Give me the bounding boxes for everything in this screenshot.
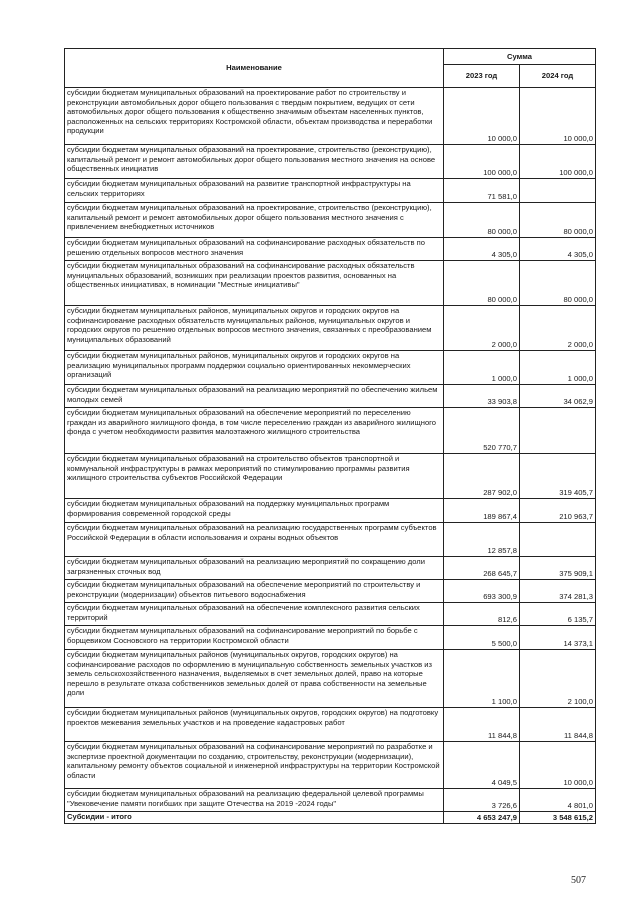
row-value-2023: 100 000,0 [444, 145, 520, 179]
row-value-2024: 6 135,7 [520, 603, 596, 626]
table-row [65, 650, 596, 708]
row-name: субсидии бюджетам муниципальных образований на реализацию федеральной целевой программы "Увековечение памяти погибших при защите Отечества на 2019 -2024 годы" [65, 789, 444, 812]
row-name: субсидии бюджетам муниципальных образований на реализацию мероприятий по сокращению доли загрязненных сточных вод [65, 557, 444, 580]
total-value-2024: 3 548 615,2 [520, 812, 596, 824]
table-row [65, 408, 596, 454]
table-row [65, 238, 596, 261]
row-value-2023: 1 000,0 [444, 351, 520, 385]
row-name: субсидии бюджетам муниципальных образований на софинансирование мероприятий по разработке и экспертизе проектной документации по созданию, строительству, реконструкции (модернизации), капитальному ремонту объектов социальной и инженерной инфраструктуры на территории Костромской области [65, 742, 444, 789]
table-row [65, 742, 596, 789]
table-row [65, 708, 596, 742]
table-row [65, 557, 596, 580]
row-name: субсидии бюджетам муниципальных образований на проектирование работ по строительству и реконструкции автомобильных дорог общего пользования с твердым покрытием, ведущих от сети автомобильных дорог общего пользования к общественно значимым объектам населенных пунктов, расположенных на сельских территориях Костромской области, объектам производства и переработки продукции [65, 88, 444, 145]
table-row [65, 179, 596, 203]
row-value-2023: 11 844,8 [444, 708, 520, 742]
row-name: субсидии бюджетам муниципальных образований на поддержку муниципальных программ формирования современной городской среды [65, 499, 444, 523]
row-value-2023: 189 867,4 [444, 499, 520, 523]
row-value-2024 [520, 179, 596, 203]
row-value-2024: 100 000,0 [520, 145, 596, 179]
row-value-2023: 10 000,0 [444, 88, 520, 145]
table-row [65, 499, 596, 523]
row-value-2024: 11 844,8 [520, 708, 596, 742]
row-value-2023: 2 000,0 [444, 306, 520, 351]
row-value-2023: 693 300,9 [444, 580, 520, 603]
row-value-2024: 2 000,0 [520, 306, 596, 351]
row-value-2024: 4 801,0 [520, 789, 596, 812]
table-row [65, 351, 596, 385]
table-row [65, 523, 596, 557]
row-name: субсидии бюджетам муниципальных образований на софинансирование расходных обязательств по решению отдельных вопросов местного значения [65, 238, 444, 261]
row-name: субсидии бюджетам муниципальных образований на обеспечение комплексного развития сельских территорий [65, 603, 444, 626]
row-value-2024: 1 000,0 [520, 351, 596, 385]
row-name: субсидии бюджетам муниципальных образований на проектирование, строительство (реконструкцию), капитальный ремонт и ремонт автомобильных дорог общего пользования местного значения на основе общественных инициатив [65, 145, 444, 179]
row-value-2024: 210 963,7 [520, 499, 596, 523]
row-value-2023: 1 100,0 [444, 650, 520, 708]
row-name: субсидии бюджетам муниципальных районов (муниципальных округов, городских округов) на софинансирование расходов по оформлению в муниципальную собственность земельных участков из земель сельскохозяйственного назначения, выделяемых в счет земельных долей, право на которые перешло в результате отказа собственников земельных долей от права собственности на земельные доли [65, 650, 444, 708]
row-value-2023: 12 857,8 [444, 523, 520, 557]
row-name: субсидии бюджетам муниципальных образований на обеспечение мероприятий по строительству и реконструкции (модернизации) объектов питьевого водоснабжения [65, 580, 444, 603]
table-row [65, 203, 596, 238]
row-name: субсидии бюджетам муниципальных образований на обеспечение мероприятий по переселению граждан из аварийного жилищного фонда, в том числе переселению граждан из аварийного жилищного фонда с учетом необходимости развития малоэтажного жилищного строительства [65, 408, 444, 454]
row-value-2024: 4 305,0 [520, 238, 596, 261]
row-value-2024: 14 373,1 [520, 626, 596, 650]
table-body [65, 88, 596, 824]
row-name: субсидии бюджетам муниципальных образований на софинансирование расходных обязательств муниципальных образований, возникших при реализации проектов развития, основанных на общественных инициативах, в номинации "Местные инициативы" [65, 261, 444, 306]
row-name: субсидии бюджетам муниципальных образований на проектирование, строительство (реконструкцию), капитальный ремонт и ремонт автомобильных дорог общего пользования местного значения с привлечением внебюджетных источников [65, 203, 444, 238]
row-name: субсидии бюджетам муниципальных образований на реализацию мероприятий по обеспечению жильем молодых семей [65, 385, 444, 408]
row-value-2024: 2 100,0 [520, 650, 596, 708]
row-name: субсидии бюджетам муниципальных районов (муниципальных округов, городских округов) на подготовку проектов межевания земельных участков и на проведение кадастровых работ [65, 708, 444, 742]
table-row [65, 306, 596, 351]
row-value-2024: 374 281,3 [520, 580, 596, 603]
row-value-2024: 375 909,1 [520, 557, 596, 580]
row-value-2023: 3 726,6 [444, 789, 520, 812]
row-value-2024: 34 062,9 [520, 385, 596, 408]
row-value-2024: 80 000,0 [520, 261, 596, 306]
total-label: Субсидии - итого [65, 812, 444, 824]
table-row [65, 385, 596, 408]
row-value-2024: 80 000,0 [520, 203, 596, 238]
row-name: субсидии бюджетам муниципальных районов, муниципальных округов и городских округов на реализацию муниципальных программ поддержки социально ориентированных некоммерческих организаций [65, 351, 444, 385]
total-row [65, 812, 596, 824]
header-year-2023: 2023 год [444, 64, 520, 87]
row-value-2023: 520 770,7 [444, 408, 520, 454]
row-name: субсидии бюджетам муниципальных образований на развитие транспортной инфраструктуры на сельских территориях [65, 179, 444, 203]
row-value-2023: 287 902,0 [444, 454, 520, 499]
table-row [65, 88, 596, 145]
subsidies-table [64, 48, 596, 824]
table-row [65, 603, 596, 626]
row-name: субсидии бюджетам муниципальных образований на строительство объектов транспортной и коммунальной инфраструктуры в рамках мероприятий по стимулированию программы развития жилищного строительства субъектов Российской Федерации [65, 454, 444, 499]
row-value-2023: 71 581,0 [444, 179, 520, 203]
row-value-2023: 5 500,0 [444, 626, 520, 650]
row-value-2024 [520, 523, 596, 557]
table-row [65, 580, 596, 603]
table-row [65, 145, 596, 179]
row-value-2024: 10 000,0 [520, 88, 596, 145]
row-name: субсидии бюджетам муниципальных образований на софинансирование мероприятий по борьбе с борщевиком Сосновского на территории Костромской области [65, 626, 444, 650]
row-value-2023: 812,6 [444, 603, 520, 626]
total-value-2023: 4 653 247,9 [444, 812, 520, 824]
row-name: субсидии бюджетам муниципальных районов, муниципальных округов и городских округов на софинансирование расходных обязательств муниципальных районов, муниципальных округов и городских округов по решению отдельных вопросов местного значения, связанных с преобразованием муниципальных образований [65, 306, 444, 351]
header-year-2024: 2024 год [520, 64, 596, 87]
header-sum: Сумма [444, 49, 596, 65]
table-row [65, 454, 596, 499]
header-name: Наименование [65, 49, 444, 88]
row-value-2024 [520, 408, 596, 454]
row-value-2023: 4 049,5 [444, 742, 520, 789]
row-value-2024: 319 405,7 [520, 454, 596, 499]
row-value-2023: 80 000,0 [444, 203, 520, 238]
page-number: 507 [571, 875, 586, 886]
row-value-2023: 4 305,0 [444, 238, 520, 261]
row-name: субсидии бюджетам муниципальных образований на реализацию государственных программ субъектов Российской Федерации в области использования и охраны водных объектов [65, 523, 444, 557]
table-row [65, 261, 596, 306]
row-value-2023: 33 903,8 [444, 385, 520, 408]
row-value-2023: 268 645,7 [444, 557, 520, 580]
row-value-2024: 10 000,0 [520, 742, 596, 789]
row-value-2023: 80 000,0 [444, 261, 520, 306]
table-row [65, 626, 596, 650]
table-row [65, 789, 596, 812]
